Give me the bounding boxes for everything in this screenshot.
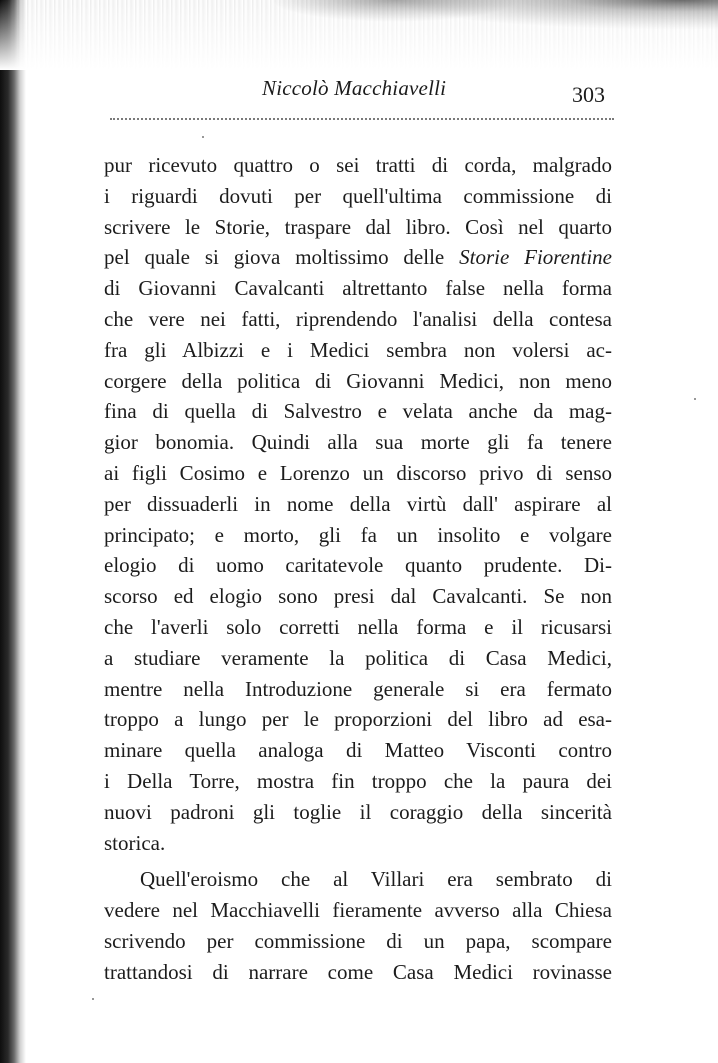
text-line: gior bonomia. Quindi alla sua morte gli fa tenere bbox=[104, 430, 612, 455]
text-line: principato; e morto, gli fa un insolito e volgare bbox=[104, 522, 612, 547]
scan-speck bbox=[694, 398, 696, 400]
text-line: i Della Torre, mostra fin troppo che la paura dei bbox=[104, 768, 612, 793]
text-line: vedere nel Macchiavelli fieramente avverso alla Chiesa bbox=[104, 898, 612, 923]
text-line: che l'averli solo corretti nella forma e il ricusarsi bbox=[104, 614, 612, 639]
text-line: mentre nella Introduzione generale si era fermato bbox=[104, 676, 612, 701]
scan-noise-fade bbox=[0, 0, 718, 70]
text-line: minare quella analoga di Matteo Visconti contro bbox=[104, 738, 612, 763]
text-line: di Giovanni Cavalcanti altrettanto false nella forma bbox=[104, 276, 612, 301]
text-line: a studiare veramente la politica di Casa Medici, bbox=[104, 645, 612, 670]
text-line: trattandosi di narrare come Casa Medici rovinasse bbox=[104, 959, 612, 984]
text-line: nuovi padroni gli toglie il coraggio della sincerità bbox=[104, 799, 612, 824]
text-line: che vere nei fatti, riprendendo l'analisi della contesa bbox=[104, 306, 612, 331]
text-line: scrivendo per commissione di un papa, scompare bbox=[104, 928, 612, 953]
text-line: fina di quella di Salvestro e velata anche da mag- bbox=[104, 399, 612, 424]
text-fragment: pel quale si giova moltissimo delle bbox=[104, 245, 445, 270]
running-head-title: Niccolò Macchiavelli bbox=[262, 76, 447, 100]
text-line: per dissuaderli in nome della virtù dall' aspirare al bbox=[104, 491, 612, 516]
text-line: scorso ed elogio sono presi dal Cavalcanti. Se non bbox=[104, 584, 612, 609]
italic-title-storie-fiorentine: Storie Fiorentine bbox=[459, 245, 612, 270]
text-line: elogio di uomo caritatevole quanto prudente. Di- bbox=[104, 553, 612, 578]
text-line: pur ricevuto quattro o sei tratti di corda, malgrado bbox=[104, 153, 612, 177]
text-line-paragraph-end: storica. bbox=[104, 830, 166, 855]
running-head bbox=[102, 74, 612, 108]
text-line: i riguardi dovuti per quell'ultima commissione di bbox=[104, 183, 612, 208]
text-line: corgere della politica di Giovanni Medici, non meno bbox=[104, 368, 612, 393]
text-line-paragraph-start: Quell'eroismo che al Villari era sembrato di bbox=[140, 867, 612, 892]
text-line: scrivere le Storie, traspare dal libro. Così nel quarto bbox=[104, 214, 612, 239]
page-binding-shadow bbox=[0, 0, 26, 1063]
text-line: troppo a lungo per le proporzioni del libro ad esa- bbox=[104, 707, 612, 732]
text-line: fra gli Albizzi e i Medici sembra non volersi ac- bbox=[104, 337, 612, 362]
text-line: ai figli Cosimo e Lorenzo un discorso privo di senso bbox=[104, 460, 612, 485]
page-number: 303 bbox=[572, 82, 605, 107]
body-text bbox=[104, 150, 612, 988]
scan-speck bbox=[92, 998, 94, 1000]
header-rule bbox=[110, 118, 614, 120]
text-line-with-italic bbox=[104, 242, 612, 273]
scan-speck bbox=[202, 136, 204, 138]
